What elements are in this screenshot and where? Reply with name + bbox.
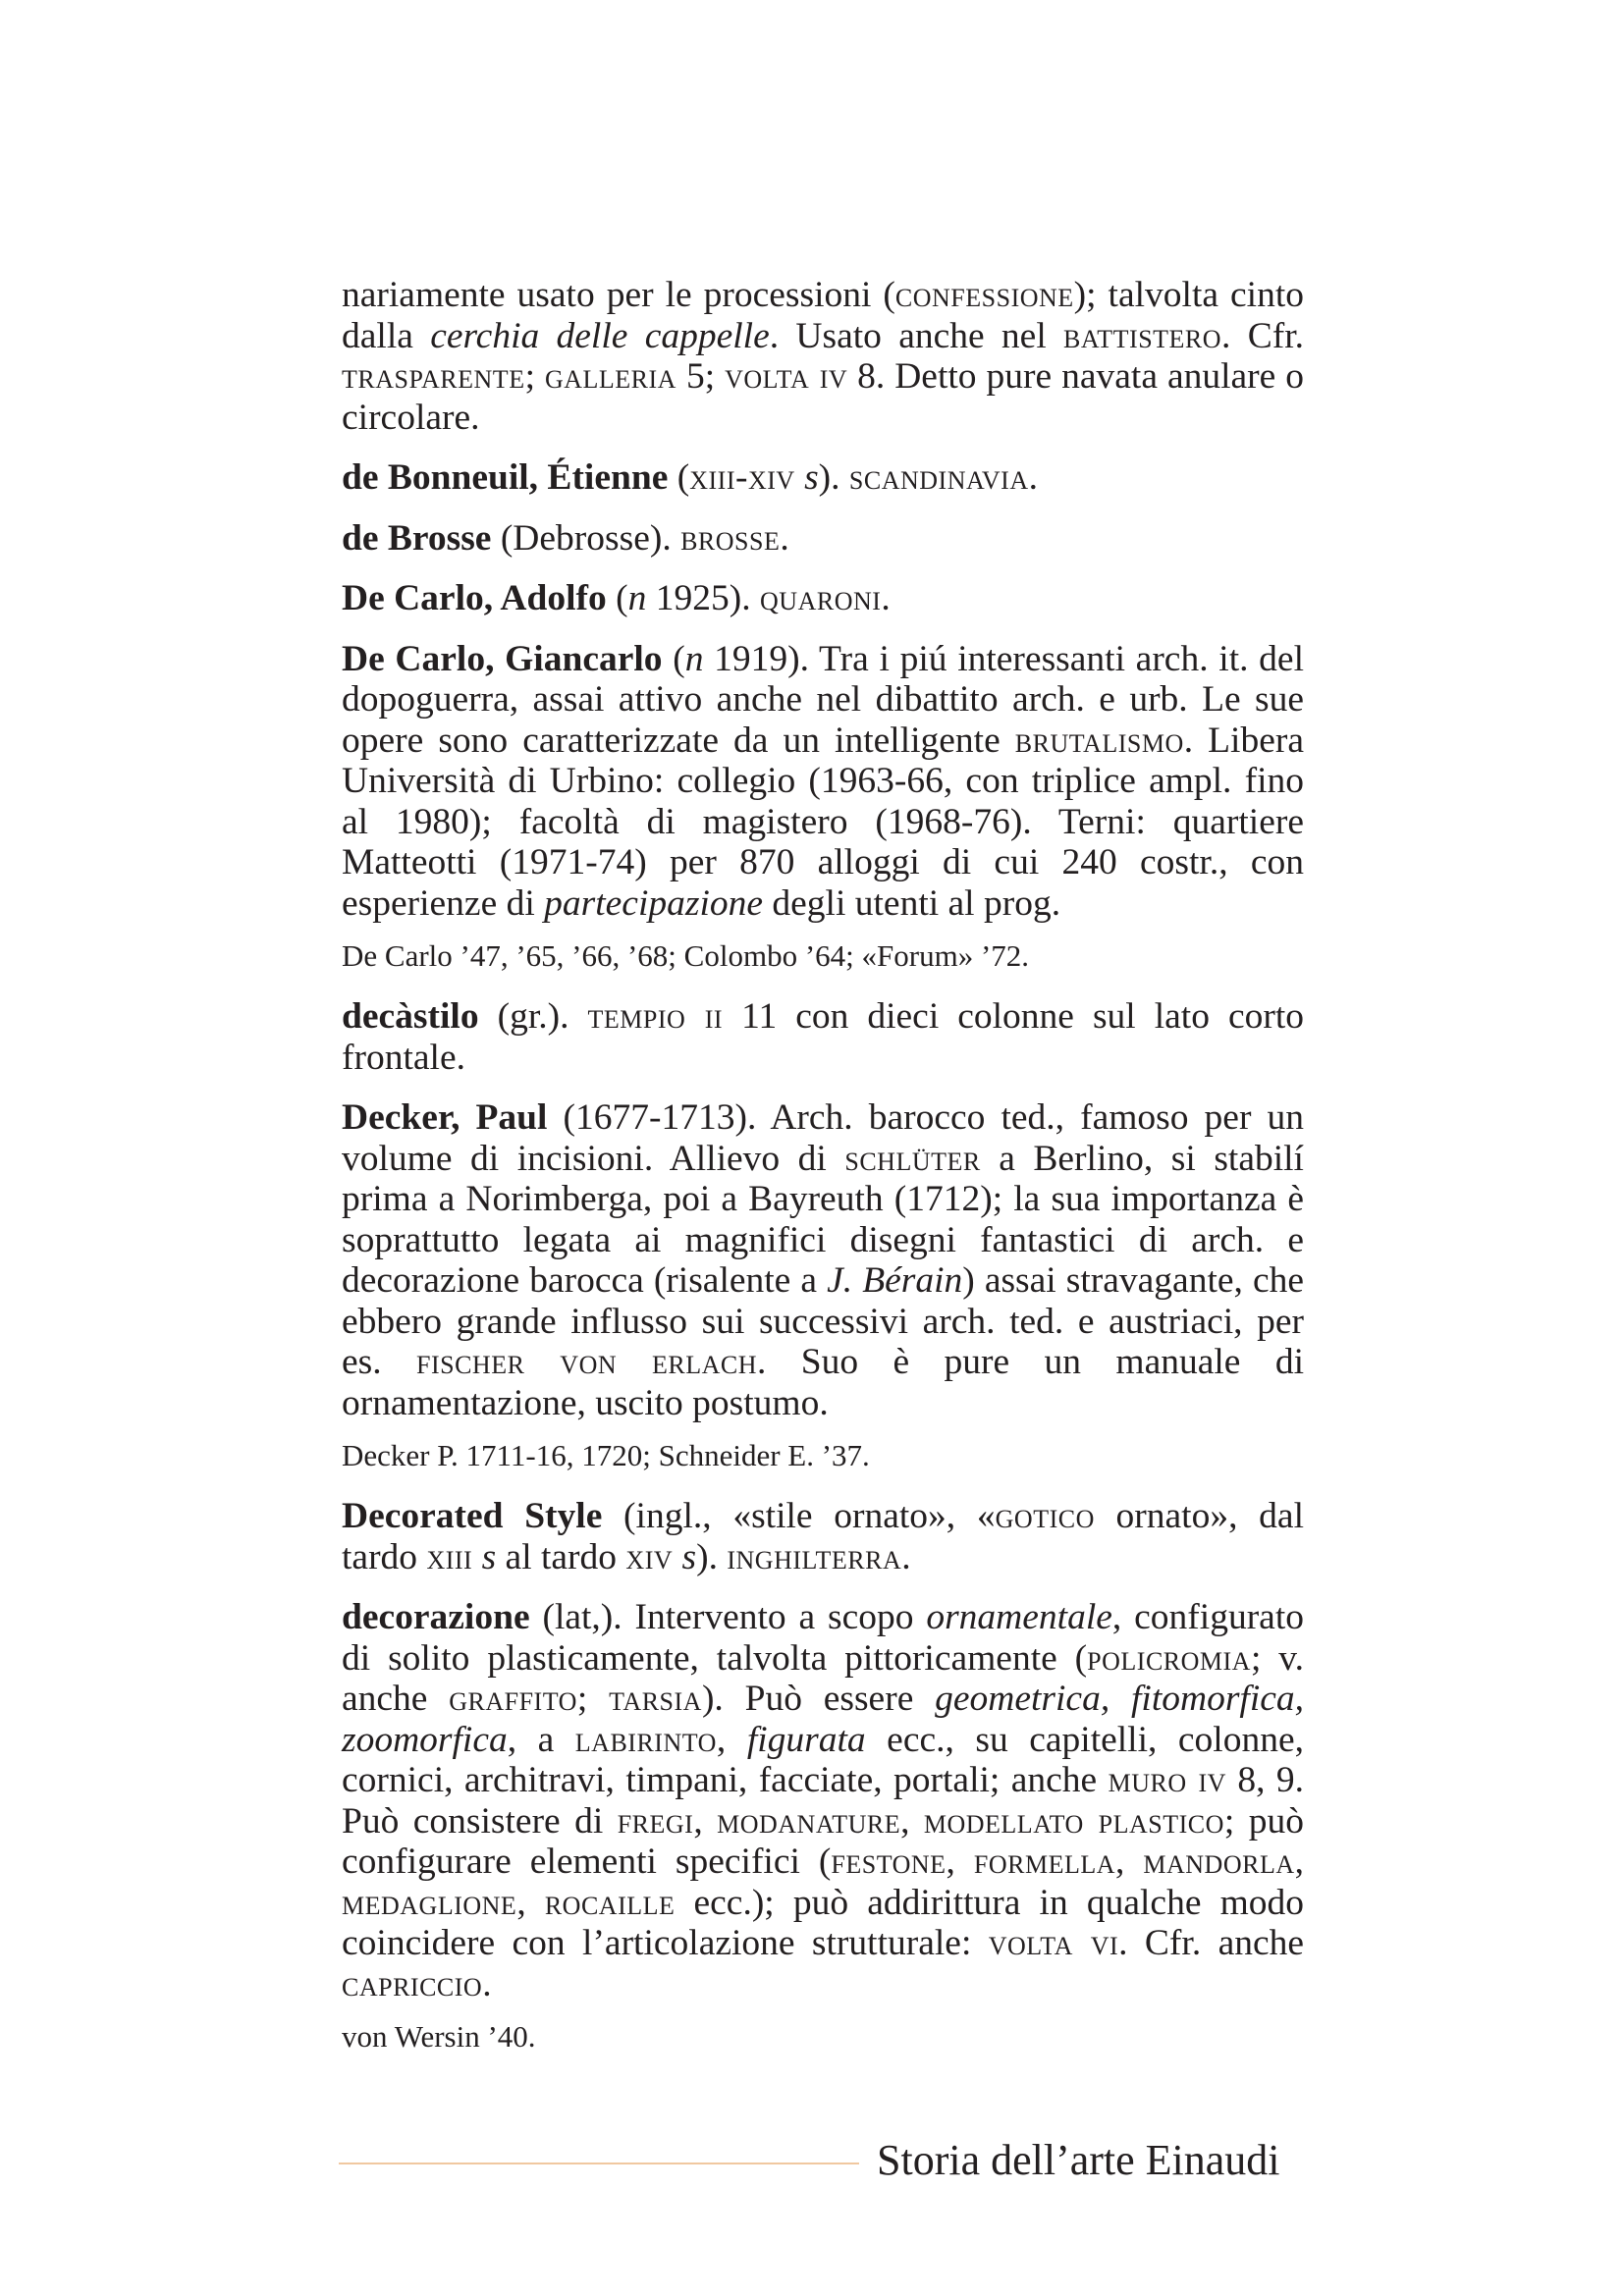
entry-text: al tardo — [496, 1536, 626, 1577]
entry-text: . Libera Università di Urbino: collegio (1963-66, con triplice ampl. fino al 1980); facoltà di magistero (1968-76). Terni: quartiere Matteotti (1971-74) per 870 alloggi di cui 240 costr., con esperienze di — [342, 720, 1305, 924]
cross-reference: brutalismo — [1014, 720, 1184, 761]
bibliography-reference — [342, 937, 1304, 975]
cross-reference: volta vi — [988, 1923, 1119, 1963]
bibliography-reference — [342, 1437, 1304, 1474]
cross-reference: formella — [973, 1842, 1116, 1882]
entry-text: ); talvolta cinto dalla — [342, 275, 1304, 356]
entry-text: . — [881, 578, 891, 618]
cross-reference: capriccio — [342, 1963, 483, 2004]
italic-text: cerchia delle cappelle — [430, 315, 770, 356]
dictionary-entries — [342, 275, 1304, 2077]
entry-text: ecc.); può addirittura in qualche modo coincidere con l’articolazione strutturale: — [342, 1882, 1305, 1963]
cross-reference: confessione — [894, 275, 1074, 315]
dictionary-entry — [342, 1496, 1304, 1577]
cross-reference: rocaille — [544, 1882, 676, 1923]
cross-reference: volta iv — [725, 356, 848, 397]
entry-text: ). Può essere — [701, 1679, 936, 1719]
cross-reference: gotico — [995, 1496, 1095, 1536]
italic-text: J. Bérain — [827, 1260, 963, 1301]
entry-text: ( — [662, 638, 685, 679]
entry-text: (lat,). Intervento a scopo — [529, 1597, 927, 1637]
entry-text: (1677-1713). Arch. barocco ted., famoso per un volume di incisioni. Allievo di — [342, 1097, 1304, 1179]
entry-text: ; — [576, 1679, 610, 1719]
entry-text — [472, 1537, 481, 1577]
entry-text: ). — [696, 1536, 728, 1577]
entry-text: , — [516, 1882, 545, 1923]
entry-headword: Decorated Style — [342, 1496, 603, 1536]
entry-text: De Carlo ’47, ’65, ’66, ’68; Colombo ’64; «Forum» ’72. — [342, 938, 1030, 973]
cross-reference: festone — [831, 1842, 947, 1882]
entry-text: 1919). Tra i piú interessanti arch. it. del dopoguerra, assai attivo anche nel dibattito arch. e urb. Le sue opere sono caratterizzate da un intelligente — [342, 638, 1304, 761]
entry-text: . — [901, 1536, 911, 1577]
entry-headword: decorazione — [342, 1597, 530, 1637]
entry-headword: decàstilo — [342, 996, 479, 1037]
entry-text: 8, 9. Può consistere di — [342, 1760, 1304, 1842]
italic-text: n — [684, 638, 704, 679]
entry-text: , — [1115, 1842, 1144, 1882]
cross-reference: trasparente — [342, 356, 525, 397]
cross-reference: modanature — [717, 1800, 901, 1842]
bibliography-reference — [342, 2018, 1304, 2056]
dictionary-entry — [342, 518, 1304, 560]
entry-text: (Debrosse). — [491, 517, 681, 559]
cross-reference: scandinavia — [848, 457, 1029, 498]
entry-text: , — [946, 1842, 974, 1882]
entry-text: . — [482, 1963, 492, 2004]
entry-text: . — [1028, 457, 1038, 498]
entry-text: (ingl., «stile ornato», « — [602, 1496, 996, 1536]
entry-headword: De Carlo, Adolfo — [342, 578, 607, 618]
entry-text: , — [900, 1800, 924, 1842]
entry-text: ( — [668, 457, 690, 498]
cross-reference: labirinto — [574, 1719, 717, 1760]
dictionary-entry — [342, 996, 1304, 1078]
footer-title: Storia dell’arte Einaudi — [877, 2136, 1280, 2184]
dictionary-entry — [342, 1097, 1304, 1423]
entry-text — [795, 457, 804, 498]
entry-text: ; — [524, 356, 545, 397]
cross-reference: policromia — [1087, 1637, 1251, 1679]
cross-reference: xiii-xiv — [689, 457, 795, 498]
italic-text: partecipazione — [544, 882, 764, 924]
cross-reference: schlüter — [844, 1138, 981, 1179]
dictionary-entry — [342, 275, 1304, 438]
entry-text: ). — [818, 457, 849, 498]
entry-text: , configurato di solito plasticamente, talvolta pittoricamente ( — [342, 1597, 1304, 1679]
cross-reference: fregi — [617, 1800, 694, 1842]
cross-reference: modellato plastico — [923, 1800, 1224, 1842]
entry-text: ornato», dal tardo — [342, 1496, 1304, 1577]
entry-text: . Usato anche nel — [769, 315, 1064, 356]
italic-text: s — [481, 1536, 497, 1577]
entry-text: von Wersin ’40. — [342, 2019, 536, 2054]
cross-reference: brosse — [680, 517, 781, 559]
dictionary-entry — [342, 639, 1304, 925]
entry-text: . Cfr. anche — [1118, 1923, 1304, 1963]
italic-text: n — [627, 578, 647, 618]
entry-text — [673, 1537, 681, 1577]
cross-reference: muro iv — [1108, 1760, 1226, 1800]
entry-text: Decker P. 1711-16, 1720; Schneider E. ’37. — [342, 1438, 870, 1472]
entry-text: nariamente usato per le processioni ( — [342, 275, 895, 315]
entry-text: 11 con dieci colonne sul lato corto frontale. — [342, 996, 1304, 1078]
italic-text: figurata — [746, 1719, 866, 1760]
cross-reference: battistero — [1063, 315, 1222, 356]
cross-reference: fischer von erlach — [416, 1342, 758, 1382]
italic-text: s — [804, 457, 819, 498]
italic-text: s — [681, 1536, 697, 1577]
entry-text: , — [716, 1719, 747, 1760]
entry-text: degli utenti al prog. — [763, 882, 1061, 924]
entry-text: . — [780, 517, 789, 559]
entry-text: ( — [606, 578, 628, 618]
cross-reference: quaroni — [760, 578, 882, 618]
dictionary-entry — [342, 1597, 1304, 2004]
italic-text: ornamentale — [926, 1597, 1112, 1637]
cross-reference: galleria — [544, 356, 676, 397]
cross-reference: xiv — [625, 1536, 674, 1577]
entry-headword: De Carlo, Giancarlo — [342, 638, 663, 679]
entry-text: . Cfr. — [1221, 315, 1304, 356]
entry-text: 1925). — [646, 578, 761, 618]
entry-text: ; può configurare elementi specifici ( — [342, 1800, 1304, 1882]
entry-headword: Decker, Paul — [342, 1097, 548, 1138]
cross-reference: graffito — [449, 1679, 577, 1719]
footer-rule — [339, 2163, 859, 2164]
cross-reference: tarsia — [609, 1679, 702, 1719]
entry-text: 8. Detto pure navata anulare o circolare. — [342, 356, 1305, 438]
cross-reference: xiii — [426, 1536, 473, 1577]
entry-headword: de Bonneuil, Étienne — [342, 457, 669, 498]
entry-text: a Berlino, si stabilí prima a Norimberga, poi a Bayreuth (1712); la sua importanza è soprattutto legata ai magnifici disegni fantastici di arch. e decorazione barocca (risalente a — [342, 1138, 1304, 1301]
entry-headword: de Brosse — [342, 517, 492, 559]
entry-text: ) assai stravagante, che ebbero grande influsso sui successivi arch. ted. e austriaci, per es. — [342, 1260, 1304, 1382]
entry-text: 5; — [676, 356, 726, 397]
italic-text: geometrica, fitomorfica, zoomorfica — [342, 1679, 1305, 1760]
entry-text: . Suo è pure un manuale di ornamentazione, uscito postumo. — [342, 1342, 1304, 1423]
dictionary-entry — [342, 578, 1304, 619]
cross-reference: mandorla — [1143, 1842, 1295, 1882]
entry-text: ; v. anche — [342, 1637, 1304, 1719]
entry-text: ecc., su capitelli, colonne, cornici, architravi, timpani, facciate, portali; anche — [342, 1719, 1304, 1800]
cross-reference: tempio ii — [587, 996, 724, 1037]
entry-text: (gr.). — [478, 996, 588, 1037]
cross-reference: inghilterra — [727, 1536, 902, 1577]
entry-text: , — [693, 1800, 718, 1842]
cross-reference: medaglione — [342, 1882, 517, 1923]
dictionary-entry — [342, 457, 1304, 499]
entry-text: , — [1294, 1842, 1304, 1882]
entry-text: , a — [507, 1719, 575, 1760]
